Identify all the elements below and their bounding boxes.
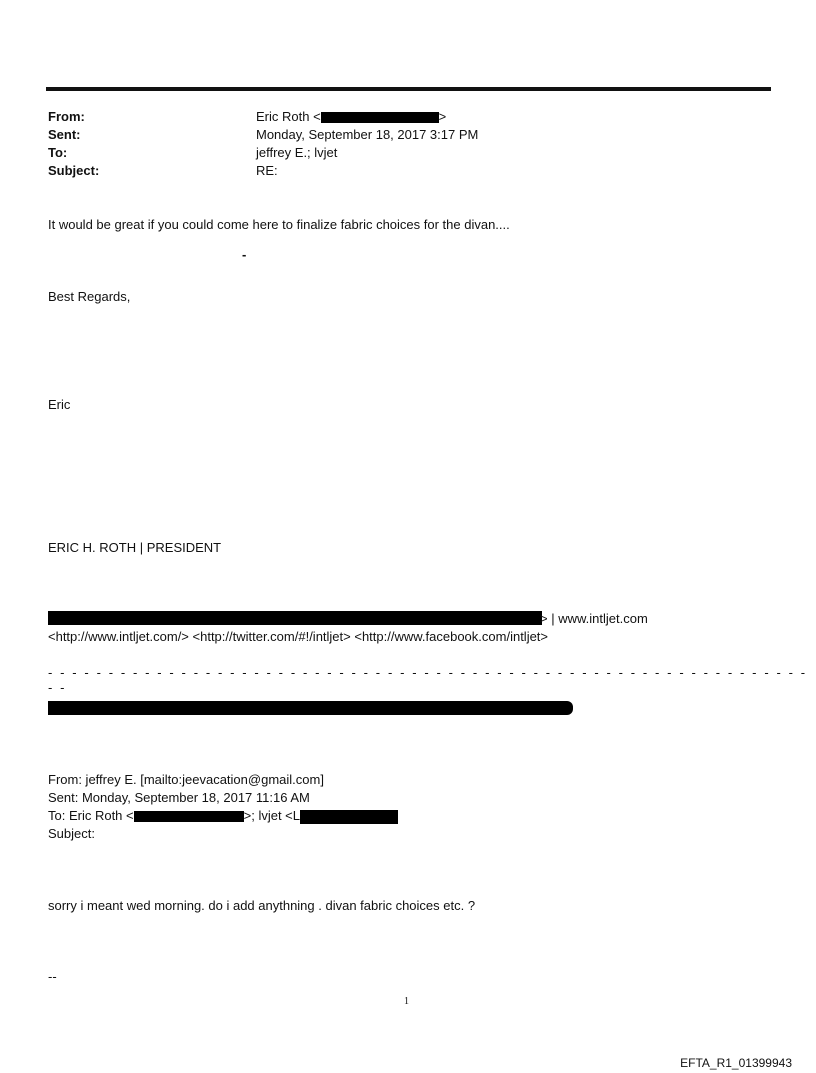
- redaction-bar: [134, 811, 244, 822]
- from-name: Eric Roth <: [256, 109, 321, 124]
- sent-label: Sent:: [48, 127, 81, 142]
- website-line: > | www.intljet.com: [540, 611, 648, 626]
- signature-name: Eric: [48, 397, 71, 412]
- quoted-to-l: L: [292, 808, 300, 823]
- stray-dot: -: [242, 247, 247, 262]
- redaction-bar: [48, 701, 573, 715]
- redaction-bar: [321, 112, 439, 123]
- signature-dashes: --: [48, 969, 57, 984]
- from-label: From:: [48, 109, 85, 124]
- body-line-1: It would be great if you could come here to finalize fabric choices for the divan....: [48, 217, 510, 232]
- page-number: 1: [404, 996, 409, 1007]
- to-value: jeffrey E.; lvjet: [256, 145, 338, 160]
- signature-title: ERIC H. ROTH | PRESIDENT: [48, 540, 222, 555]
- quoted-to-middle: >; lvjet <: [243, 808, 293, 823]
- separator-dashes: - - - - - - - - - - - - - - - - - - - - - - - - - - - - - - - - - - - - - - - - - - - - - - - - - - - - - - - - - - - - - - - - -: [48, 665, 808, 695]
- from-close: >: [438, 109, 447, 124]
- quoted-from-line: From: jeffrey E. [mailto:jeevacation@gmail.com]: [48, 772, 324, 787]
- quoted-to-prefix: To: Eric Roth <: [48, 808, 134, 823]
- header-rule: [46, 87, 771, 91]
- quoted-to-line: [48, 808, 398, 824]
- redaction-bar: [300, 810, 398, 824]
- regards-line: Best Regards,: [48, 289, 131, 304]
- redaction-bar: [48, 611, 542, 625]
- sent-value: Monday, September 18, 2017 3:17 PM: [256, 127, 479, 142]
- social-links-line: <http://www.intljet.com/> <http://twitter.com/#!/intljet> <http://www.facebook.com/intljet>: [48, 629, 549, 644]
- from-value: [256, 109, 446, 124]
- quoted-subject-line: Subject:: [48, 826, 95, 841]
- quoted-sent-line: Sent: Monday, September 18, 2017 11:16 AM: [48, 790, 310, 805]
- subject-value: RE:: [256, 163, 278, 178]
- quoted-message: sorry i meant wed morning. do i add anythning . divan fabric choices etc. ?: [48, 898, 476, 913]
- subject-label: Subject:: [48, 163, 100, 178]
- document-id: EFTA_R1_01399943: [680, 1056, 792, 1070]
- to-label: To:: [48, 145, 68, 160]
